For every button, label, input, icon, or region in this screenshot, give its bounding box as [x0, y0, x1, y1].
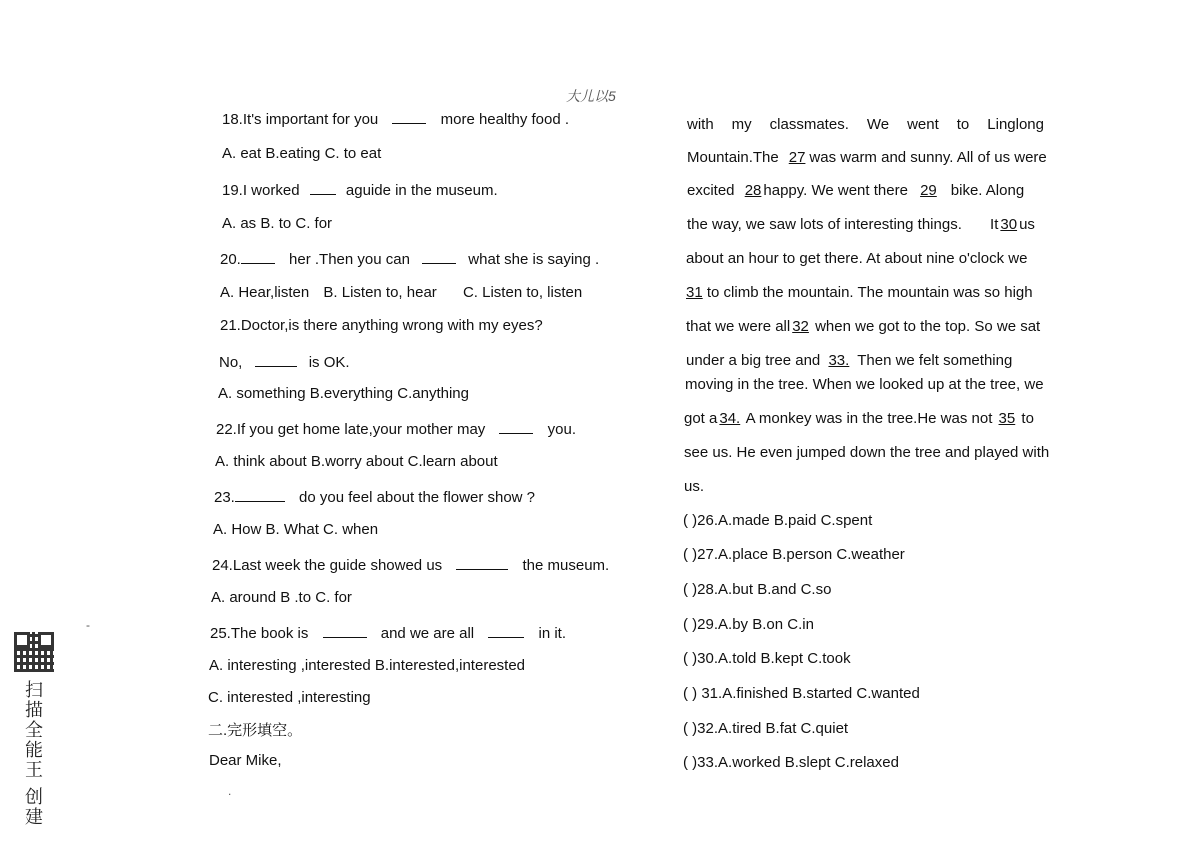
- question-text: her .Then you can: [289, 251, 410, 268]
- letter-greeting: Dear Mike,: [209, 752, 282, 769]
- passage-line: [686, 284, 1033, 301]
- question-18: [222, 109, 569, 128]
- option-text: 30.A.told B.kept C.took: [697, 650, 851, 667]
- question-20: [220, 249, 599, 268]
- passage-line: us.: [684, 478, 705, 495]
- question-18-options: A. eat B.eating C. to eat: [222, 145, 382, 162]
- passage-line: [687, 149, 1047, 166]
- blank-number: 28: [744, 182, 762, 199]
- answer-blank: [456, 555, 508, 570]
- answer-paren: ( ): [683, 720, 698, 737]
- passage-text: got a: [684, 410, 718, 427]
- answer-blank: [323, 623, 367, 638]
- option-text: 31.A.finished B.started C.wanted: [697, 685, 920, 702]
- question-19: [222, 180, 498, 199]
- option-row: [683, 616, 814, 633]
- question-text: No,: [219, 354, 243, 371]
- passage-text: that we were all: [686, 318, 791, 335]
- answer-blank: [241, 249, 275, 264]
- question-number: 20.: [220, 251, 241, 268]
- option-text: 33.A.worked B.slept C.relaxed: [697, 754, 899, 771]
- question-21: 21.Doctor,is there anything wrong with my eyes?: [220, 317, 543, 334]
- question-21-options: A. something B.everything C.anything: [218, 385, 469, 402]
- question-25: [210, 623, 566, 642]
- option-text: 28.A.but B.and C.so: [697, 581, 832, 598]
- blank-number: 35: [998, 410, 1016, 427]
- answer-paren: ( ): [683, 512, 698, 529]
- question-text: what she is saying .: [468, 251, 600, 268]
- question-23: [214, 487, 535, 506]
- blank-number: 33.: [828, 352, 850, 369]
- option-row: [683, 685, 920, 702]
- blank-number: 32: [792, 318, 809, 335]
- passage-line: see us. He even jumped down the tree and played with: [684, 444, 1050, 461]
- blank-number: 34.: [719, 410, 741, 427]
- question-22-options: A. think about B.worry about C.learn about: [215, 453, 498, 470]
- question-number: 23.: [214, 489, 235, 506]
- question-text: 22.If you get home late,your mother may: [216, 421, 486, 438]
- question-text: the museum.: [522, 557, 610, 574]
- question-24: [212, 555, 609, 574]
- passage-text: A monkey was in the tree.He was not: [745, 410, 993, 427]
- question-text: 25.The book is: [210, 625, 309, 642]
- question-text: and we are all: [380, 625, 475, 642]
- question-text: guide in the museum.: [354, 182, 498, 199]
- question-23-options: A. How B. What C. when: [213, 521, 379, 538]
- question-text: more healthy food .: [440, 111, 570, 128]
- passage-line: [684, 410, 1034, 427]
- passage-text: Mountain.The: [687, 149, 779, 166]
- answer-paren: ( ): [683, 754, 698, 771]
- answer-blank: [235, 487, 285, 502]
- scan-speck: -: [86, 618, 90, 632]
- question-text: in it.: [538, 625, 567, 642]
- scanner-watermark: 扫描全能王 创建: [23, 680, 43, 828]
- answer-blank: [392, 109, 426, 124]
- passage-text: to climb the mountain. The mountain was so high: [706, 284, 1033, 301]
- option-row: [683, 512, 872, 529]
- option-text: 29.A.by B.on C.in: [697, 616, 814, 633]
- option-text: 32.A.tired B.fat C.quiet: [697, 720, 849, 737]
- answer-paren: ( ): [683, 581, 698, 598]
- passage-text: to: [1021, 410, 1034, 427]
- question-text: you.: [547, 421, 577, 438]
- passage-line: [686, 318, 1040, 335]
- answer-paren: ( ): [683, 685, 698, 702]
- section-heading: 二.完形填空。: [208, 722, 303, 739]
- scan-speck: .: [228, 784, 232, 798]
- option-a: A. Hear,listen: [220, 284, 310, 301]
- passage-text: bike. Along: [950, 182, 1025, 199]
- passage-line: [687, 182, 1024, 199]
- option-b: B. Listen to, hear: [323, 284, 437, 301]
- answer-blank: [499, 419, 533, 434]
- question-25-options-c: C. interested ,interesting: [208, 689, 371, 706]
- passage-text: when we got to the top. So we sat: [815, 318, 1041, 335]
- question-19-options: A. as B. to C. for: [222, 215, 333, 232]
- passage-text: was warm and sunny. All of us were: [809, 149, 1047, 166]
- option-row: [683, 650, 851, 667]
- option-text: 26.A.made B.paid C.spent: [697, 512, 873, 529]
- passage-text: us: [1019, 216, 1035, 233]
- passage-text: excited: [687, 182, 735, 199]
- option-row: [683, 720, 848, 737]
- passage-line: about an hour to get there. At about nine o'clock we: [686, 250, 1028, 267]
- blank-number: 30: [1000, 216, 1018, 233]
- question-21-answer: [219, 352, 350, 371]
- blank-number: 27: [788, 149, 806, 166]
- passage-text: the way, we saw lots of interesting things.: [687, 216, 962, 233]
- header-scribble: 大儿以5: [566, 88, 616, 104]
- question-text: 19.I worked: [222, 182, 300, 199]
- question-text: 24.Last week the guide showed us: [212, 557, 443, 574]
- answer-blank: [255, 352, 297, 367]
- passage-line: [687, 216, 1035, 233]
- qr-code-icon: [14, 632, 54, 672]
- blank-number: 31: [686, 284, 703, 301]
- question-24-options: A. around B .to C. for: [211, 589, 352, 606]
- option-row: [683, 581, 831, 598]
- passage-line: with my classmates. We went to Linglong: [687, 116, 1044, 133]
- option-row: [683, 754, 899, 771]
- option-c: C. Listen to, listen: [462, 284, 583, 301]
- answer-paren: ( ): [683, 650, 698, 667]
- blank-number: 29: [920, 182, 937, 199]
- question-text: It's important for you: [242, 111, 379, 128]
- option-text: 27.A.place B.person C.weather: [697, 546, 905, 563]
- question-20-options: [220, 284, 582, 301]
- question-text: is OK.: [308, 354, 350, 371]
- answer-paren: ( ): [683, 616, 698, 633]
- question-22: [216, 419, 576, 438]
- question-25-options-ab: A. interesting ,interested B.interested,interested: [209, 657, 526, 674]
- question-number: 18.: [222, 111, 243, 128]
- answer-blank: [422, 249, 456, 264]
- passage-line: moving in the tree. When we looked up at the tree, we: [685, 376, 1044, 393]
- option-row: [683, 546, 905, 563]
- answer-blank: [310, 180, 336, 195]
- passage-line: [686, 352, 1012, 369]
- passage-text: It: [990, 216, 999, 233]
- answer-paren: ( ): [683, 546, 698, 563]
- passage-text: under a big tree and: [686, 352, 821, 369]
- question-text: do you feel about the flower show ?: [299, 489, 536, 506]
- passage-text: Then we felt something: [857, 352, 1013, 369]
- passage-text: happy. We went there: [763, 182, 908, 199]
- question-text: a: [345, 182, 355, 199]
- answer-blank: [488, 623, 524, 638]
